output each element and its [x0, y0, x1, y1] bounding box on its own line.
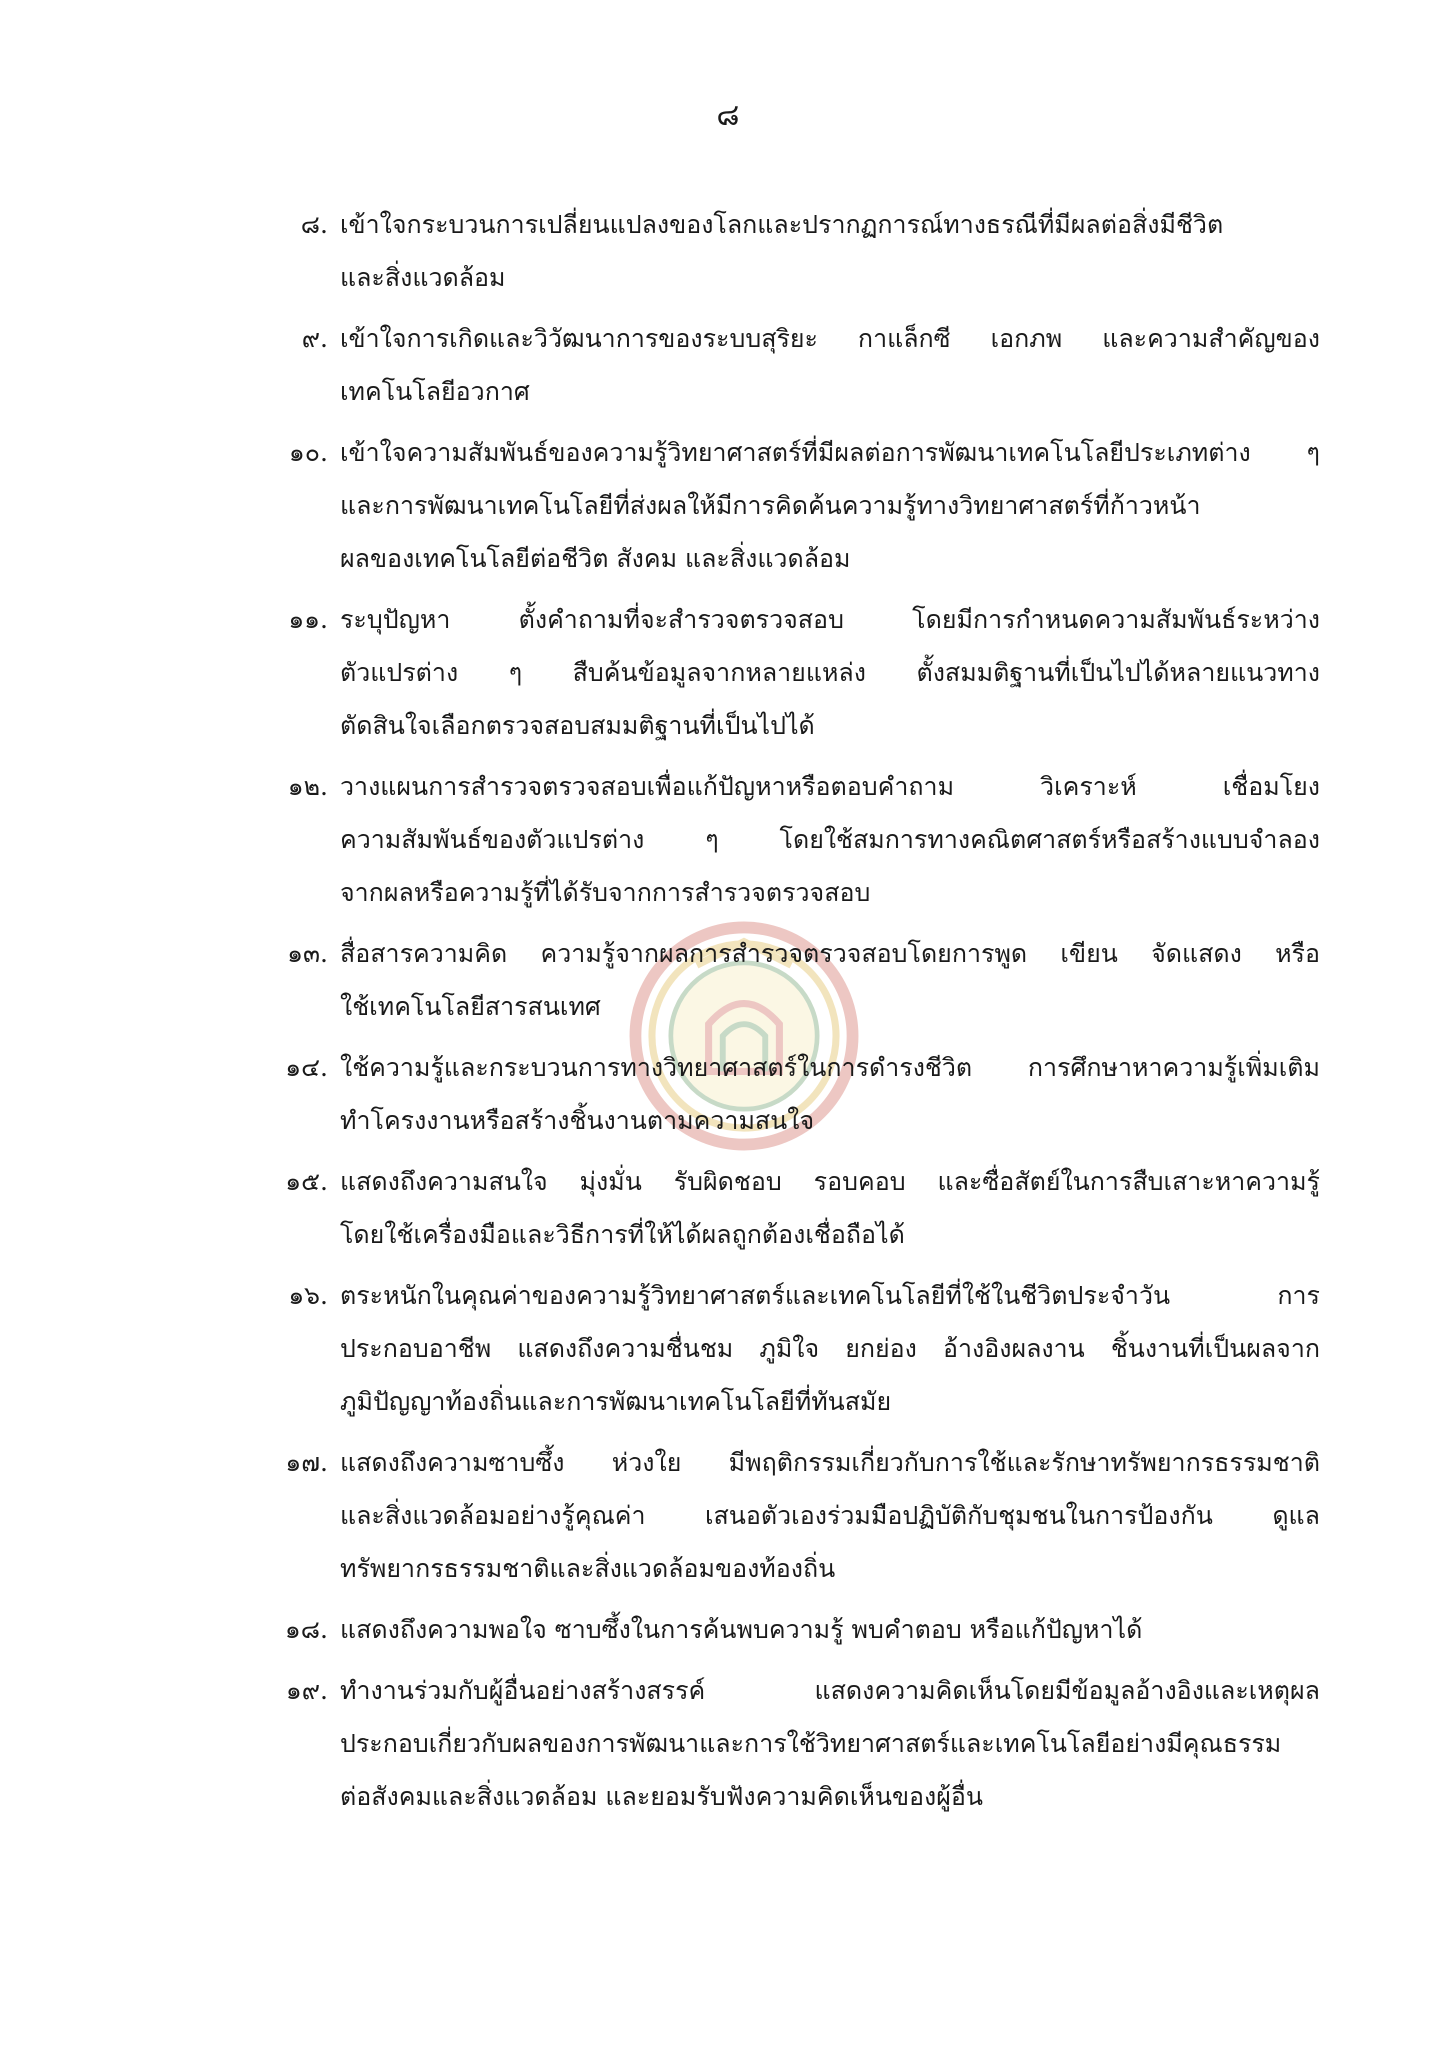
item-number: ๑๙.	[285, 1676, 328, 1705]
item-text-line: ใช้ความรู้และกระบวนการทางวิทยาศาสตร์ในการดำรงชีวิต การศึกษาหาความรู้เพิ่มเติม	[340, 1053, 1320, 1082]
item-text-line: และสิ่งแวดล้อม	[340, 263, 506, 292]
item-text-line: ความสัมพันธ์ของตัวแปรต่าง ๆ โดยใช้สมการทางคณิตศาสตร์หรือสร้างแบบจำลอง	[340, 825, 1320, 854]
item-text-line: เข้าใจความสัมพันธ์ของความรู้วิทยาศาสตร์ที่มีผลต่อการพัฒนาเทคโนโลยีประเภทต่าง ๆ	[340, 438, 1320, 467]
item-number: ๑๓.	[287, 939, 328, 968]
item-number: ๑๔.	[285, 1053, 328, 1082]
list-item	[268, 927, 1320, 1033]
page-number: ๘	[716, 98, 740, 133]
item-text-line: แสดงถึงความสนใจ มุ่งมั่น รับผิดชอบ รอบคอบ และซื่อสัตย์ในการสืบเสาะหาความรู้	[340, 1167, 1320, 1196]
item-number: ๑๘.	[284, 1615, 328, 1644]
item-text-line: ตัดสินใจเลือกตรวจสอบสมมติฐานที่เป็นไปได้	[340, 711, 815, 740]
list-item	[268, 198, 1320, 304]
list-item	[268, 1041, 1320, 1147]
item-text-line: ผลของเทคโนโลยีต่อชีวิต สังคม และสิ่งแวดล้อม	[340, 544, 851, 573]
list-item	[268, 1155, 1320, 1261]
item-number: ๑๒.	[287, 772, 328, 801]
list-item	[268, 426, 1320, 585]
item-text-line: ประกอบอาชีพ แสดงถึงความชื่นชม ภูมิใจ ยกย่อง อ้างอิงผลงาน ชิ้นงานที่เป็นผลจาก	[340, 1334, 1320, 1363]
item-number: ๑๖.	[288, 1281, 328, 1310]
item-number: ๑๐.	[288, 438, 328, 467]
list-item	[268, 1603, 1320, 1656]
item-list	[268, 198, 1320, 1831]
item-text-line: ใช้เทคโนโลยีสารสนเทศ	[340, 992, 601, 1021]
list-item	[268, 1436, 1320, 1595]
item-text-line: ตระหนักในคุณค่าของความรู้วิทยาศาสตร์และเทคโนโลยีที่ใช้ในชีวิตประจำวัน การ	[340, 1281, 1320, 1310]
item-number: ๘.	[300, 210, 328, 239]
list-item	[268, 312, 1320, 418]
list-item	[268, 1664, 1320, 1823]
item-text-line: เข้าใจการเกิดและวิวัฒนาการของระบบสุริยะ กาแล็กซี เอกภพ และความสำคัญของ	[340, 324, 1320, 353]
item-number: ๑๗.	[285, 1448, 328, 1477]
item-text-line: ภูมิปัญญาท้องถิ่นและการพัฒนาเทคโนโลยีที่ทันสมัย	[340, 1387, 892, 1416]
item-text-line: จากผลหรือความรู้ที่ได้รับจากการสำรวจตรวจสอบ	[340, 878, 871, 907]
item-number: ๑๑.	[288, 605, 328, 634]
item-text-line: ต่อสังคมและสิ่งแวดล้อม และยอมรับฟังความคิดเห็นของผู้อื่น	[340, 1782, 984, 1811]
list-item	[268, 760, 1320, 919]
item-text-line: และการพัฒนาเทคโนโลยีที่ส่งผลให้มีการคิดค้นความรู้ทางวิทยาศาสตร์ที่ก้าวหน้า	[340, 491, 1201, 520]
item-text-line: ประกอบเกี่ยวกับผลของการพัฒนาและการใช้วิทยาศาสตร์และเทคโนโลยีอย่างมีคุณธรรม	[340, 1729, 1282, 1758]
list-item	[268, 1269, 1320, 1428]
item-text-line: และสิ่งแวดล้อมอย่างรู้คุณค่า เสนอตัวเองร่วมมือปฏิบัติกับชุมชนในการป้องกัน ดูแล	[340, 1501, 1320, 1530]
item-number: ๑๕.	[285, 1167, 328, 1196]
item-text-line: ทรัพยากรธรรมชาติและสิ่งแวดล้อมของท้องถิ่น	[340, 1554, 836, 1583]
item-text-line: เทคโนโลยีอวกาศ	[340, 377, 530, 406]
item-text-line: โดยใช้เครื่องมือและวิธีการที่ให้ได้ผลถูกต้องเชื่อถือได้	[340, 1220, 905, 1249]
item-text-line: แสดงถึงความซาบซึ้ง ห่วงใย มีพฤติกรรมเกี่ยวกับการใช้และรักษาทรัพยากรธรรมชาติ	[340, 1448, 1320, 1477]
item-text-line: ตัวแปรต่าง ๆ สืบค้นข้อมูลจากหลายแหล่ง ตั้งสมมติฐานที่เป็นไปได้หลายแนวทาง	[340, 658, 1320, 687]
item-text-line: สื่อสารความคิด ความรู้จากผลการสำรวจตรวจสอบโดยการพูด เขียน จัดแสดง หรือ	[340, 939, 1320, 968]
item-text-line: ทำงานร่วมกับผู้อื่นอย่างสร้างสรรค์ แสดงความคิดเห็นโดยมีข้อมูลอ้างอิงและเหตุผล	[340, 1676, 1320, 1705]
item-text-line: แสดงถึงความพอใจ ซาบซึ้งในการค้นพบความรู้ พบคำตอบ หรือแก้ปัญหาได้	[340, 1615, 1143, 1644]
list-item	[268, 593, 1320, 752]
item-text-line: วางแผนการสำรวจตรวจสอบเพื่อแก้ปัญหาหรือตอบคำถาม วิเคราะห์ เชื่อมโยง	[340, 772, 1320, 801]
item-text-line: ระบุปัญหา ตั้งคำถามที่จะสำรวจตรวจสอบ โดยมีการกำหนดความสัมพันธ์ระหว่าง	[340, 605, 1320, 634]
item-text-line: เข้าใจกระบวนการเปลี่ยนแปลงของโลกและปรากฏการณ์ทางธรณีที่มีผลต่อสิ่งมีชีวิต	[340, 210, 1224, 239]
item-text-line: ทำโครงงานหรือสร้างชิ้นงานตามความสนใจ	[340, 1106, 815, 1135]
item-number: ๙.	[301, 324, 328, 353]
